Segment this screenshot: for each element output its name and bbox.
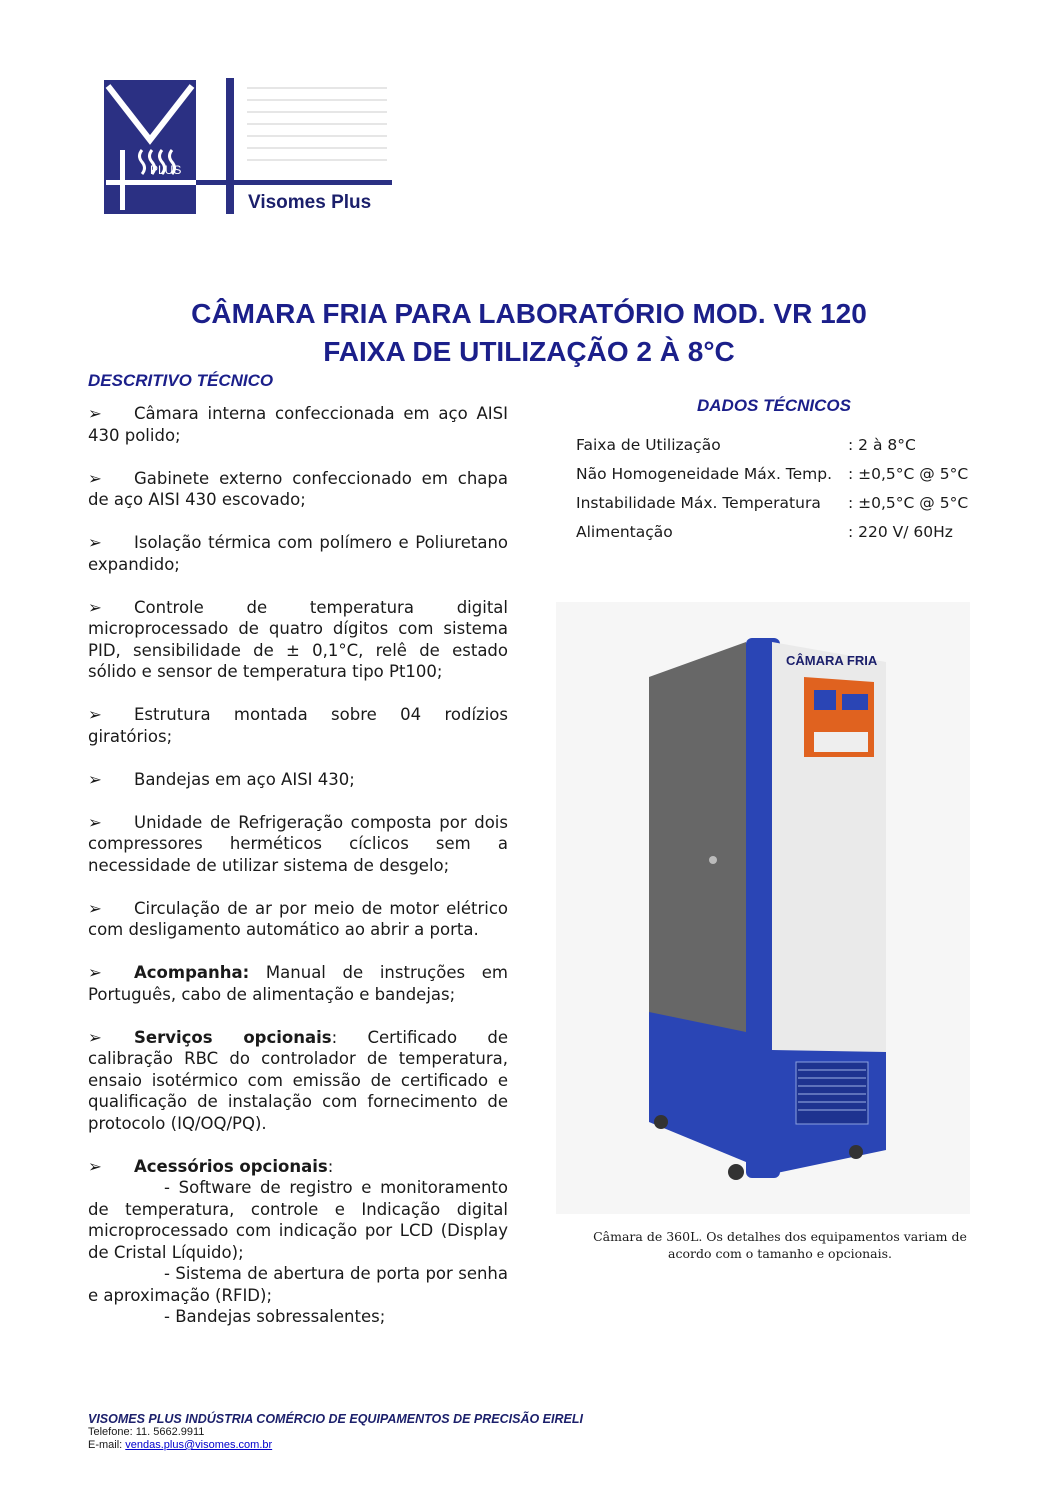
logo-brand-text: Visomes Plus: [248, 192, 372, 213]
logo-plus-text: PLUS: [150, 163, 182, 177]
accessory-item: - Software de registro e monitoramento de temperatura, controle e Indicação digital microprocessado com indicação por LCD (Display de Cristal Líquido);: [88, 1178, 508, 1262]
list-item: ➢ Acessórios opcionais:: [88, 1156, 334, 1176]
list-item: ➢ Estrutura montada sobre 04 rodízios giratórios;: [88, 705, 508, 746]
descritivo-list: [88, 403, 508, 1328]
list-item: ➢ Serviços opcionais: Certificado de calibração RBC do controlador de temperatura, ensaio isotérmico com emissão de certificado e qualificação de instalação com fornecimento de protocolo (IQ/OQ/PQ).: [88, 1027, 508, 1133]
accessory-item: - Bandejas sobressalentes;: [164, 1307, 386, 1326]
bullet-icon: ➢: [88, 1027, 102, 1047]
footer: [88, 1412, 583, 1452]
list-item: ➢ Gabinete externo confeccionado em chapa de aço AISI 430 escovado;: [88, 468, 508, 509]
list-item: ➢ Circulação de ar por meio de motor elétrico com desligamento automático ao abrir a porta.: [88, 898, 508, 939]
bullet-icon: ➢: [88, 898, 102, 918]
photo-caption: Câmara de 360L. Os detalhes dos equipamentos variam de acordo com o tamanho e opcionais.: [593, 1229, 967, 1261]
footer-email-line: E-mail: vendas.plus@visomes.com.br: [88, 1439, 273, 1451]
bullet-icon: ➢: [88, 533, 102, 552]
email-link[interactable]: vendas.plus@visomes.com.br: [125, 1439, 273, 1451]
bullet-icon: ➢: [88, 1156, 102, 1176]
list-item: ➢ Controle de temperatura digital microprocessado de quatro dígitos com sistema PID, sensibilidade de ± 0,1°C, relê de estado sólido e sensor de temperatura tipo Pt100;: [88, 597, 508, 681]
page-title: CÂMARA FRIA PARA LABORATÓRIO MOD. VR 120: [191, 298, 867, 329]
page-subtitle: FAIXA DE UTILIZAÇÃO 2 À 8°C: [323, 336, 735, 367]
bullet-icon: ➢: [88, 404, 102, 423]
footer-company: VISOMES PLUS INDÚSTRIA COMÉRCIO DE EQUIPAMENTOS DE PRECISÃO EIRELI: [88, 1412, 583, 1426]
product-photo: [556, 602, 970, 1214]
table-row: Instabilidade Máx. Temperatura : ±0,5°C @ 5°C: [576, 494, 969, 512]
list-item: ➢ Isolação térmica com polímero e Poliuretano expandido;: [88, 533, 508, 574]
footer-phone: Telefone: 11. 5662.9911: [88, 1426, 205, 1438]
bullet-icon: ➢: [88, 705, 102, 724]
list-item: ➢ Acompanha: Manual de instruções em Português, cabo de alimentação e bandejas;: [88, 963, 508, 1004]
specs-table: [576, 436, 996, 552]
accessory-item: - Sistema de abertura de porta por senha e aproximação (RFID);: [88, 1264, 508, 1305]
table-row: Faixa de Utilização : 2 à 8°C: [576, 436, 916, 454]
list-item: ➢ Unidade de Refrigeração composta por dois compressores herméticos cíclicos sem a necessidade de utilizar sistema de desgelo;: [88, 812, 508, 875]
bullet-icon: ➢: [88, 597, 102, 617]
table-row: Alimentação : 220 V/ 60Hz: [576, 523, 953, 541]
list-item: ➢ Bandejas em aço AISI 430;: [88, 769, 355, 789]
bullet-icon: ➢: [88, 468, 102, 488]
bullet-icon: ➢: [88, 963, 102, 982]
dados-heading: DADOS TÉCNICOS: [697, 396, 851, 415]
bullet-icon: ➢: [88, 812, 102, 832]
bullet-icon: ➢: [88, 769, 102, 789]
list-item: ➢ Câmara interna confeccionada em aço AISI 430 polido;: [88, 404, 508, 445]
panel-label: CÂMARA FRIA: [786, 653, 878, 668]
table-row: Não Homogeneidade Máx. Temp. : ±0,5°C @ 5°C: [576, 465, 969, 483]
accessories-list: [88, 1177, 508, 1328]
descritivo-heading: DESCRITIVO TÉCNICO: [88, 371, 274, 390]
